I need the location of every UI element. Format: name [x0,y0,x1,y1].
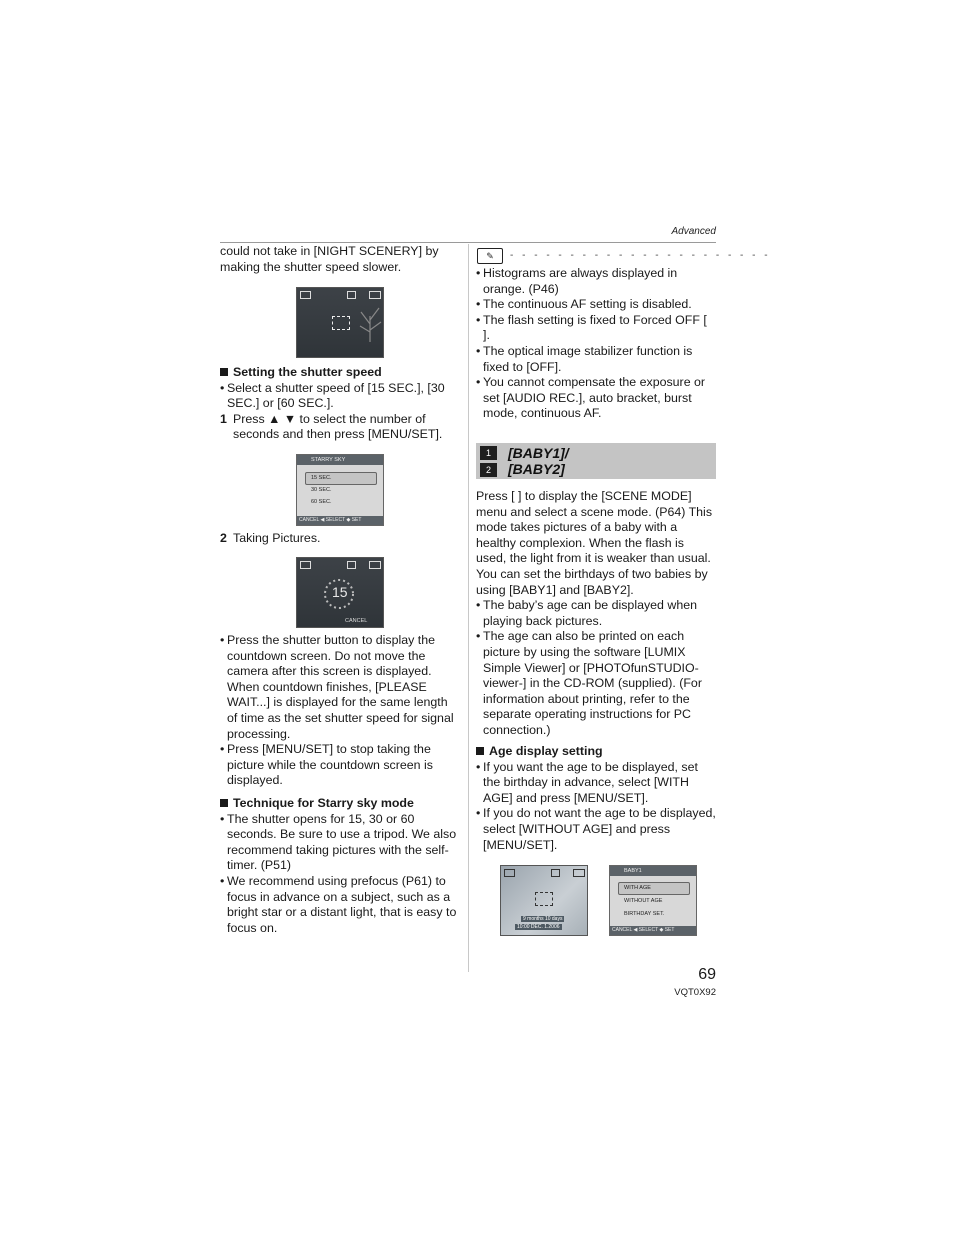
af-frame-icon [332,316,350,330]
baby2-icon: 2 [480,463,497,477]
bullet: • We recommend using prefocus (P61) to focus in advance on a subject, such as a bright star or a distant light, that is easy to focus on. [220,874,460,936]
step-2: 2 Taking Pictures. [220,531,321,545]
bullet: • The age can also be printed on each picture by using the software [LUMIX Simple Viewer] or [PHOTOfunSTUDIO-viewer-] in the CD-ROM (supplied). (For information about printing, refer to the separate operating instructions for PC connection.) [476,629,716,738]
page-number: 69 [698,966,716,983]
step-1: 1 Press ▲ ▼ to select the number of seconds and then press [MENU/SET]. [220,411,443,442]
baby-menu-screen [609,865,697,936]
baby-age-label: 9 months 10 days [523,916,563,922]
menu-option: 60 SEC. [311,499,332,505]
baby-body [476,489,716,739]
night-scene-screen [296,287,384,358]
bullet: • If you want the age to be displayed, set the birthday in advance, select [WITH AGE] and press [MENU/SET]. [476,760,716,807]
cancel-label: CANCEL [345,618,368,624]
bullet: • Press [MENU/SET] to stop taking the picture while the countdown screen is displayed. [220,742,458,789]
quality-icon [347,291,356,299]
note-item: • Histograms are always displayed in orange. (P46) [476,266,716,297]
baby-body-text: Press [ ] to display the [SCENE MODE] menu and select a scene mode. (P64) This mode takes pictures of a baby with a healthy complexion. When the flash is used, the light from it is weaker than usual. You can set the birthdays of two babies by using [BABY1] and [BABY2]. [476,489,713,597]
shutter-section [220,365,460,443]
technique-heading: Technique for Starry sky mode [233,796,414,810]
menu-title: STARRY SKY [297,455,383,465]
note-item: • You cannot compensate the exposure or set [AUDIO REC.], auto bracket, burst mode, continuous AF. [476,375,716,422]
menu-footer: CANCEL ◀ SELECT ◆ SET [610,926,696,935]
quality-icon [347,561,356,569]
scene-mode-icon [300,291,311,299]
bullet: • If you do not want the age to be displayed, select [WITHOUT AGE] and press [MENU/SET]. [476,806,716,853]
bullet: • Press the shutter button to display the countdown screen. Do not move the camera after this screen is displayed. When countdown finishes, [PLEASE WAIT...] is displayed for the same length of time as the set shutter speed for signal processing. [220,633,458,742]
note-icon: ✎ [477,248,503,264]
menu-option: BIRTHDAY SET. [624,911,665,917]
shutter-bullet: • Select a shutter speed of [15 SEC.], [30 SEC.] or [60 SEC.]. [220,381,460,412]
baby-section-header [476,443,716,479]
menu-title: BABY1 [610,866,696,876]
heading-square-icon [220,368,228,376]
countdown-number: 15 [332,584,348,600]
baby1-icon: 1 [480,446,497,460]
af-frame-icon [535,892,553,906]
section-header: Advanced [671,226,716,237]
date-label: 10:00 DEC. 1.2006 [517,924,560,930]
heading-square-icon [476,747,484,755]
battery-icon [369,561,381,569]
countdown-notes [220,633,458,789]
menu-option: WITH AGE [624,885,651,891]
menu-option: WITHOUT AGE [624,898,663,904]
section-title-line2: [BABY2] [508,461,565,477]
column-divider [468,244,469,972]
scene-mode-icon [504,869,515,877]
notes-list [476,266,716,422]
note-item: • The optical image stabilizer function is fixed to [OFF]. [476,344,716,375]
starry-sky-menu-screen [296,454,384,526]
battery-icon [369,291,381,299]
age-section [476,744,716,853]
tree-silhouette-icon [357,302,383,342]
menu-footer: CANCEL ◀ SELECT ◆ SET [297,516,383,525]
age-heading: Age display setting [489,744,603,758]
technique-section [220,796,460,936]
quality-icon [551,869,560,877]
shutter-heading: Setting the shutter speed [233,365,382,379]
bullet: • The baby’s age can be displayed when playing back pictures. [476,598,716,629]
bullet: • The shutter opens for 15, 30 or 60 seconds. Be sure to use a tripod. We also recommend taking pictures with the self-timer. (P51) [220,812,460,874]
note-item: • The flash setting is fixed to Forced OFF [ ]. [476,313,716,344]
scene-mode-icon [300,561,311,569]
baby-photo-screen [500,865,588,936]
note-item: • The continuous AF setting is disabled. [476,297,716,313]
heading-square-icon [220,799,228,807]
header-rule [220,242,716,243]
menu-option: 15 SEC. [311,475,332,481]
section-title-line1: [BABY1]/ [508,445,569,461]
menu-option: 30 SEC. [311,487,332,493]
intro-text: could not take in [NIGHT SCENERY] by making the shutter speed slower. [220,244,439,274]
countdown-screen [296,557,384,628]
dashed-rule: - - - - - - - - - - - - - - - - - - - - - - [510,250,771,261]
battery-icon [573,869,585,877]
model-code: VQT0X92 [674,987,716,998]
